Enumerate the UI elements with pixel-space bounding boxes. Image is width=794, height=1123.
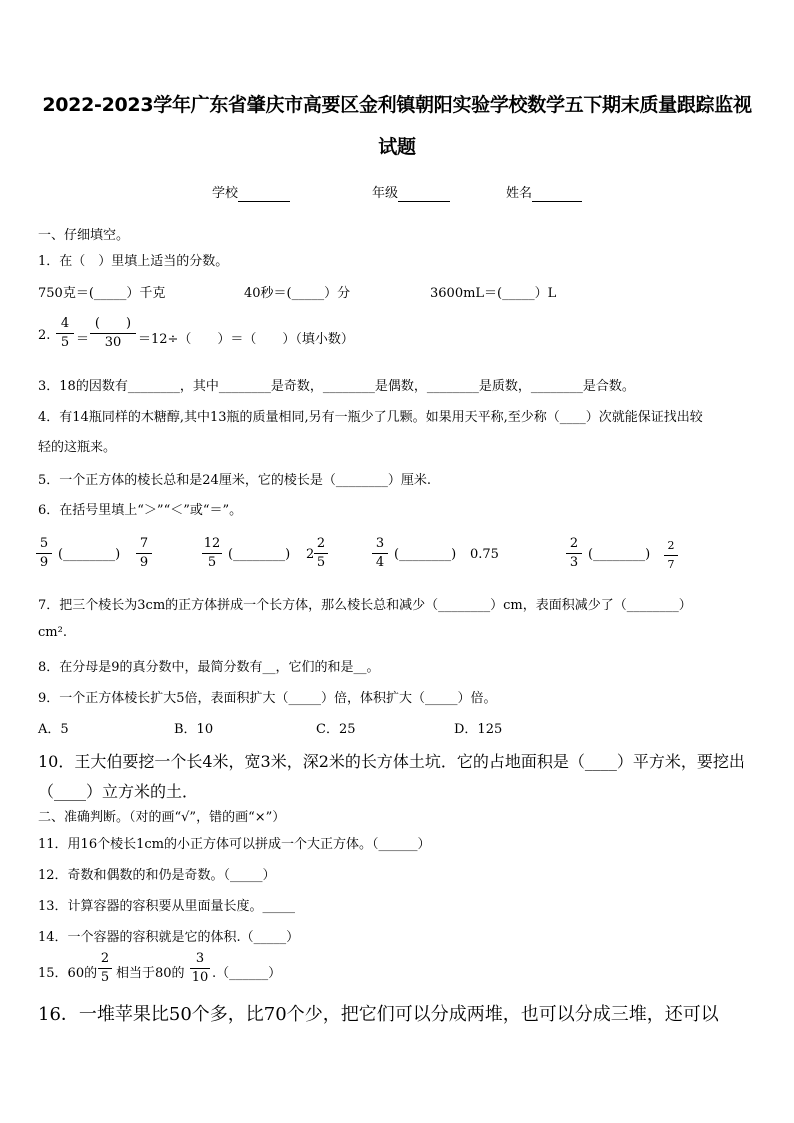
- section-heading: 二、准确判断。（对的画“√”，错的画“×”）: [38, 810, 286, 825]
- fraction: 3 4: [372, 536, 388, 571]
- option-b[interactable]: B．10: [174, 722, 214, 737]
- fraction: 5 9: [36, 536, 52, 571]
- grade-field[interactable]: [372, 182, 450, 202]
- question-2-number: 2.: [38, 328, 51, 343]
- school-label: 学校: [212, 186, 239, 201]
- grade-label: 年级: [372, 186, 399, 201]
- question-5: 5．一个正方体的棱长总和是24厘米，它的棱长是（________）厘米.: [38, 473, 431, 488]
- exam-title-cont: 试题: [378, 136, 416, 158]
- question-8: 8．在分母是9的真分数中，最简分数有__，它们的和是__。: [38, 660, 380, 675]
- fraction: 2 7: [664, 538, 678, 573]
- question-15-a: 15．60的: [38, 966, 98, 981]
- fraction: 7 9: [136, 536, 152, 571]
- name-field[interactable]: [506, 182, 582, 202]
- question-6: 6．在括号里填上“＞”“＜”或“＝”。: [38, 503, 243, 518]
- decimal-value: 0.75: [470, 547, 499, 562]
- question-1-b: 40秒＝(_____）分: [244, 286, 351, 301]
- section-heading: 一、仔细填空。: [38, 228, 130, 243]
- question-13: 13．计算容器的容积要从里面量长度。_____: [38, 899, 296, 914]
- name-label: 姓名: [506, 186, 533, 201]
- question-4-cont: 轻的这瓶来。: [38, 440, 117, 455]
- fraction: 3 10: [191, 951, 209, 985]
- fraction: 2 3: [566, 536, 582, 571]
- compare-blank[interactable]: (________): [228, 547, 291, 562]
- mixed-number-int: 2: [306, 547, 315, 562]
- question-10-cont: （____）立方米的土．: [38, 782, 199, 801]
- school-field[interactable]: [212, 182, 290, 202]
- question-11: 11．用16个棱长1cm的小正方体可以拼成一个大正方体。（______）: [38, 837, 431, 852]
- compare-blank[interactable]: (________): [588, 547, 651, 562]
- option-d[interactable]: D．125: [454, 722, 503, 737]
- question-10: 10．王大伯要挖一个长4米，宽3米，深2米的长方体土坑．它的占地面积是（____）平方米，要挖出: [38, 752, 745, 771]
- fraction: 12 5: [203, 536, 221, 570]
- question-1: 1．在（ ）里填上适当的分数。: [38, 254, 229, 269]
- fraction: ( ) 30: [90, 316, 136, 351]
- question-2-text: ＝12÷（ ）＝（ ）（填小数）: [138, 332, 354, 347]
- compare-blank[interactable]: (________): [58, 547, 121, 562]
- question-7: 7．把三个棱长为3cm的正方体拼成一个长方体，那么棱长总和减少（________）cm，表面积减少了（________）: [38, 598, 692, 613]
- question-15-b: 相当于80的: [116, 966, 185, 981]
- fraction: 2 5: [314, 536, 328, 571]
- question-3: 3．18的因数有________，其中________是奇数，________是偶数，________是质数，________是合数。: [38, 379, 635, 394]
- equals-sign: ＝: [76, 332, 90, 347]
- question-1-c: 3600mL＝(_____）L: [430, 286, 557, 301]
- question-1-a: 750克＝(_____）千克: [38, 286, 166, 301]
- question-9: 9．一个正方体棱长扩大5倍，表面积扩大（_____）倍，体积扩大（_____）倍。: [38, 691, 497, 706]
- question-14: 14．一个容器的容积就是它的体积.（_____）: [38, 930, 300, 945]
- exam-title: 2022-2023学年广东省肇庆市高要区金利镇朝阳实验学校数学五下期末质量跟踪监视: [42, 94, 752, 116]
- question-7-cont: cm².: [38, 625, 67, 640]
- fraction: 4 5: [56, 316, 74, 351]
- question-15-c: .（______）: [212, 966, 282, 981]
- option-c[interactable]: C．25: [316, 722, 356, 737]
- compare-blank[interactable]: (________): [394, 547, 457, 562]
- option-a[interactable]: A．5: [38, 722, 69, 737]
- question-12: 12．奇数和偶数的和仍是奇数。（_____）: [38, 868, 276, 883]
- question-4: 4．有14瓶同样的木糖醇,其中13瓶的质量相同,另有一瓶少了几颗。如果用天平称,至少称（____）次就能保证找出较: [38, 410, 703, 425]
- question-16: 16．一堆苹果比50个多，比70个少，把它们可以分成两堆，也可以分成三堆，还可以: [38, 1004, 719, 1025]
- fraction: 2 5: [98, 951, 112, 986]
